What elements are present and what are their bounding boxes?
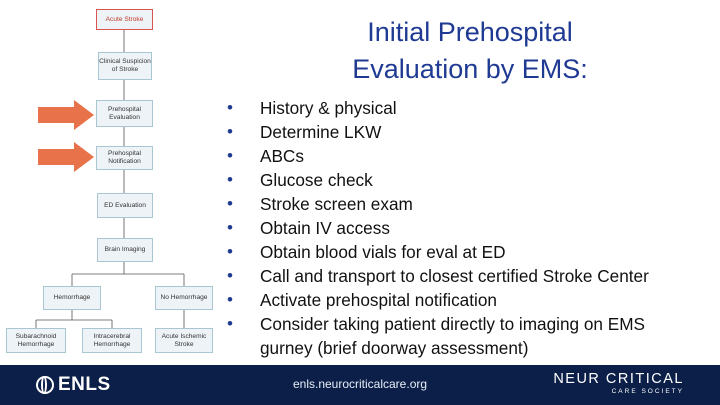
flow-prehospital-notification: Prehospital Notification: [96, 146, 153, 170]
bullet-text: History & physical: [260, 98, 397, 118]
bullet-text: Glucose check: [260, 170, 373, 190]
bullet-dot-icon: •: [227, 146, 233, 165]
bullet-text: Obtain blood vials for eval at ED: [260, 242, 506, 262]
flow-clinical-suspicion: Clinical Suspicion of Stroke: [98, 52, 152, 80]
bullet-text: ABCs: [260, 146, 304, 166]
bullet-text: Stroke screen exam: [260, 194, 413, 214]
enls-logo-text: ENLS: [58, 374, 111, 395]
slide-title-line2: Evaluation by EMS:: [352, 54, 588, 84]
bullet-dot-icon: •: [227, 218, 233, 237]
bullet-dot-icon: •: [227, 266, 233, 285]
flow-ed-evaluation: ED Evaluation: [97, 193, 153, 218]
bullet-text: Activate prehospital notification: [260, 290, 497, 310]
slide-title-line1: Initial Prehospital: [367, 17, 573, 47]
bullet-item: [226, 144, 718, 168]
ncs-logo-main: NEUR CRITICAL: [553, 371, 684, 387]
bullet-dot-icon: •: [227, 98, 233, 117]
bullet-dot-icon: •: [227, 194, 233, 213]
slide-title: [300, 14, 640, 88]
bullet-text: gurney (brief doorway assessment): [260, 338, 529, 358]
bullet-item: [226, 312, 718, 336]
bullet-dot-icon: •: [227, 122, 233, 141]
bullet-item: [226, 288, 718, 312]
flow-acute-ischemic-stroke: Acute Ischemic Stroke: [155, 328, 213, 353]
flow-subarachnoid-hemorrhage: Subarachnoid Hemorrhage: [6, 328, 66, 353]
highlight-arrow-notification-icon: [38, 142, 94, 172]
flow-hemorrhage: Hemorrhage: [43, 286, 101, 310]
bullet-dot-icon: •: [227, 170, 233, 189]
stroke-flowchart: [0, 0, 230, 365]
flow-brain-imaging: Brain Imaging: [97, 238, 153, 262]
flow-no-hemorrhage: No Hemorrhage: [155, 286, 213, 310]
bullet-item: [226, 264, 718, 288]
bullet-continuation: [226, 336, 718, 360]
bullet-item: [226, 96, 718, 120]
bullet-item: [226, 216, 718, 240]
footer-bar: [0, 365, 720, 405]
footer-url[interactable]: enls.neurocriticalcare.org: [292, 377, 428, 391]
bullet-dot-icon: •: [227, 290, 233, 309]
ncs-logo: [553, 371, 684, 396]
flow-prehospital-evaluation: Prehospital Evaluation: [96, 100, 153, 127]
flow-acute-stroke: Acute Stroke: [96, 9, 153, 30]
evaluation-bullet-list: [226, 96, 718, 360]
bullet-text: Determine LKW: [260, 122, 382, 142]
bullet-item: [226, 120, 718, 144]
bullet-text: Call and transport to closest certified Stroke Center: [260, 266, 649, 286]
bullet-dot-icon: •: [227, 314, 233, 333]
bullet-item: [226, 192, 718, 216]
flow-intracerebral-hemorrhage: Intracerebral Hemorrhage: [82, 328, 142, 353]
highlight-arrow-evaluation-icon: [38, 100, 94, 130]
ncs-logo-sub: CARE SOCIETY: [611, 388, 684, 395]
bullet-dot-icon: •: [227, 242, 233, 261]
bullet-text: Obtain IV access: [260, 218, 390, 238]
bullet-item: [226, 168, 718, 192]
bullet-text: Consider taking patient directly to imaging on EMS: [260, 314, 646, 334]
bullet-item: [226, 240, 718, 264]
